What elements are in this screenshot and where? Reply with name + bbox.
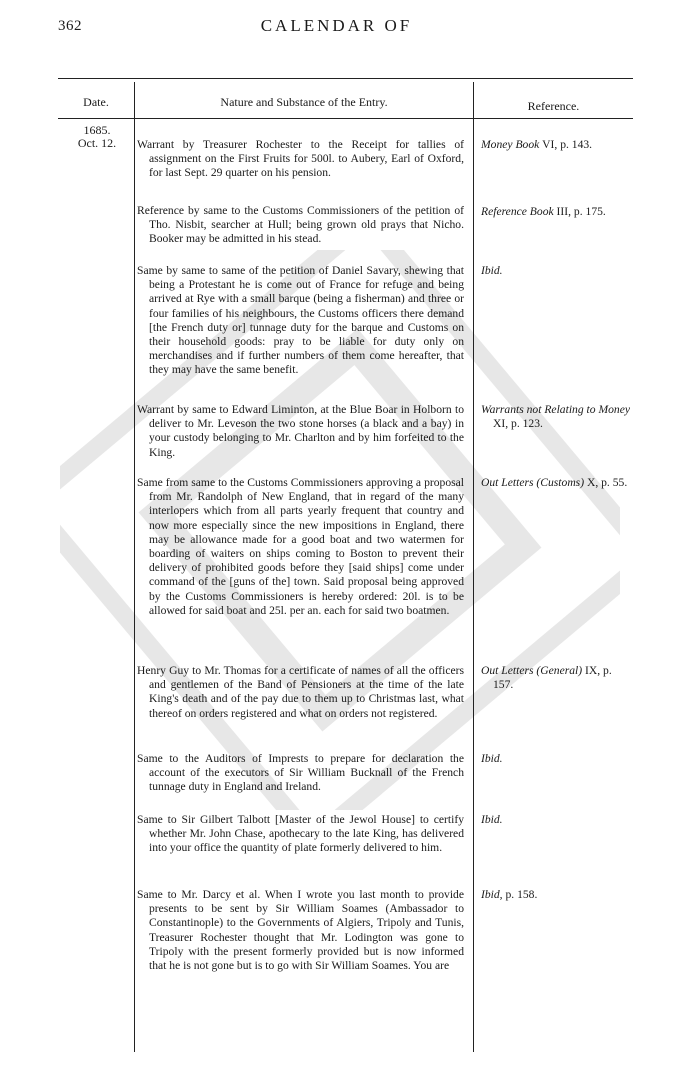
page-number: 362 <box>58 18 82 34</box>
running-head: CALENDAR OF <box>260 16 413 35</box>
entry-date-day: Oct. 12. <box>77 136 117 150</box>
header-bottom-rule <box>58 118 633 119</box>
entry-reference-2: Reference Book III, p. 175. <box>481 205 606 218</box>
entry-reference-8: Ibid. <box>481 813 503 826</box>
entry-reference-3: Ibid. <box>481 264 503 277</box>
entry-reference-9: Ibid, p. 158. <box>481 888 538 901</box>
header-reference: Reference. <box>527 99 580 113</box>
entry-reference-4: Warrants not Relating to Money XI, p. 123. <box>481 403 630 431</box>
entry-reference-7: Ibid. <box>481 752 503 765</box>
entry-nature-1: Warrant by Treasurer Rochester to the Receipt for tallies of assignment on the First Fruits for 500l. to Aubery, Earl of Oxford, for last Sept. 29 quarter on his pension. <box>137 138 464 180</box>
entry-nature-2: Reference by same to the Customs Commissioners of the petition of Tho. Nisbit, searcher at Hull; being grown old prays that Nicho. Booker may be admitted in his stead. <box>137 204 464 246</box>
entry-nature-9: Same to Mr. Darcy et al. When I wrote you last month to provide presents to be sent by Sir William Soames (Ambassador to Constantinople) to the Governments of Algiers, Tripoly and Tunis, Treasurer Rochester thought that Mr. Lodington was gone to Tripoly with the present formerly provided but is now informed that he is not gone but is to go with Sir William Soames. You are <box>137 888 464 973</box>
header-date: Date. <box>83 95 109 109</box>
header-nature: Nature and Substance of the Entry. <box>220 95 388 109</box>
entry-nature-5: Same from same to the Customs Commissioners approving a proposal from Mr. Randolph of New England, that in regard of the many interlopers which from all parts yearly frequent that country and now more especially since the new impositions in England, there may be allowance made for a good boat and two watermen for boarding of waiters on ships coming to Boston to prevent their delivery of prohibited goods before they [said ships] come under command of the [guns of the] town. Said proposal being approved by the Customs Commissioners is hereby ordered: 20l. is to be allowed for said boat and 25l. per an. each for said two boatmen. <box>137 476 464 617</box>
entry-date-year: 1685. <box>83 123 111 137</box>
column-divider-left <box>134 82 135 1052</box>
header-top-rule <box>58 78 633 79</box>
entry-reference-6: Out Letters (General) IX, p. 157. <box>481 664 612 692</box>
entry-nature-7: Same to the Auditors of Imprests to prepare for declaration the account of the executors of Sir William Bucknall of the French tunnage duty in England and Ireland. <box>137 752 464 794</box>
entry-nature-3: Same by same to same of the petition of Daniel Savary, shewing that being a Protestant he is come out of France for refuge and being arrived at Rye with a small barque (being a fisherman) and three or four families of his neighbours, the Customs officers there demand [the French duty or] tunnage duty for the barque and Customs on their household goods: pray to be liable for duty only on merchandises and if further numbers of them come hereafter, that they may have the same benefit. <box>137 264 464 377</box>
entry-nature-6: Henry Guy to Mr. Thomas for a certificate of names of all the officers and gentlemen of the Band of Pensioners at the time of the late King's death and of the pay due to them up to Christmas last, what thereof on orders registered and what on orders not registered. <box>137 664 464 720</box>
column-divider-right <box>473 82 474 1052</box>
entry-nature-8: Same to Sir Gilbert Talbott [Master of the Jewol House] to certify whether Mr. John Chase, apothecary to the late King, has delivered into your office the quantity of plate formerly delivered to him. <box>137 813 464 855</box>
entry-nature-4: Warrant by same to Edward Liminton, at the Blue Boar in Holborn to deliver to Mr. Leveson the two stone horses (a black and a bay) in your custody belonging to Mr. Charlton and by him forfeited to the King. <box>137 403 464 459</box>
entry-reference-5: Out Letters (Customs) X, p. 55. <box>481 476 628 489</box>
entry-reference-1: Money Book VI, p. 143. <box>481 138 593 151</box>
